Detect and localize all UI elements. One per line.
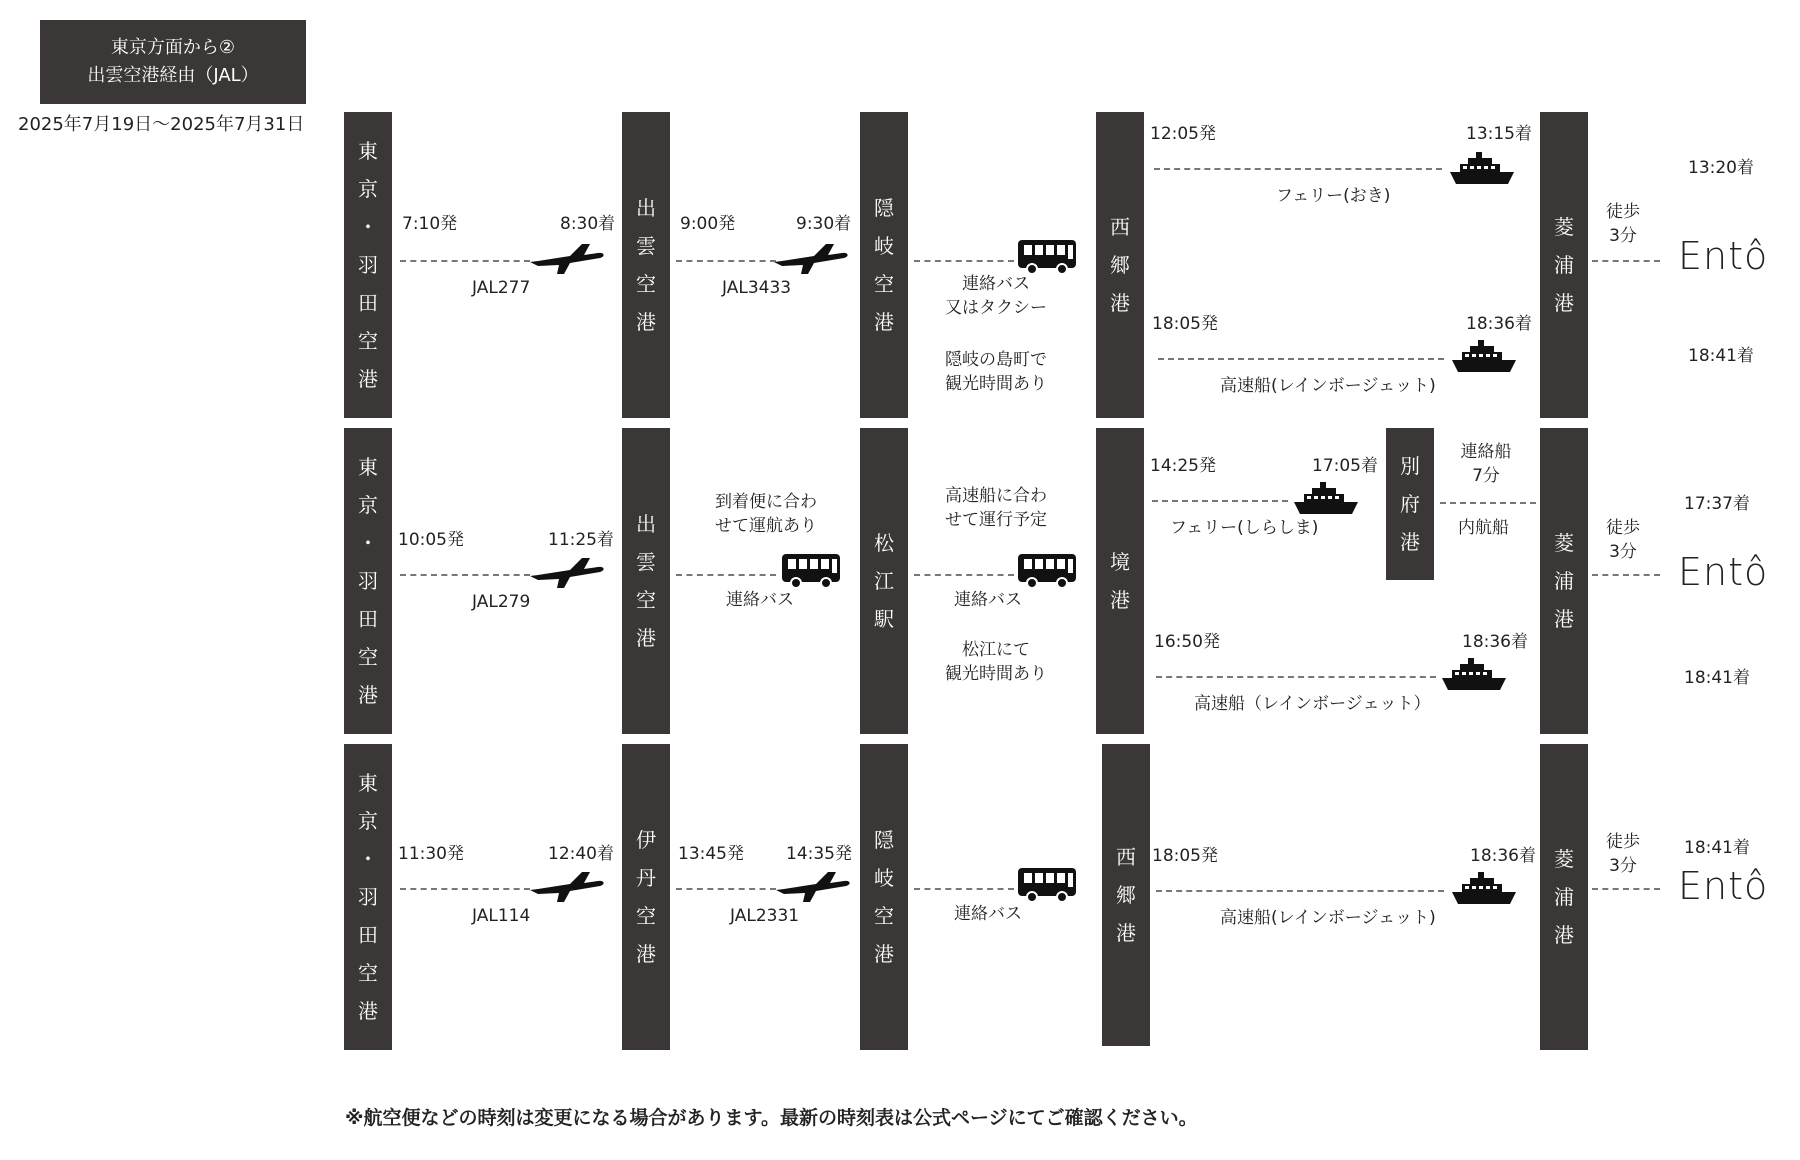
station-char: ・ [358, 847, 378, 871]
station-char: 港 [358, 999, 378, 1023]
station-char: 西 [1116, 845, 1136, 869]
title-box [40, 20, 306, 104]
station-char: 駅 [874, 607, 894, 631]
station-char: 港 [636, 310, 656, 334]
station-hishiura-row1 [1540, 112, 1588, 418]
station-char: 岐 [874, 234, 894, 258]
airplane-icon [530, 558, 606, 590]
station-char: 京 [358, 177, 378, 201]
bus-icon [1018, 554, 1078, 590]
row2-boatB-name: 高速船（レインボージェット） [1194, 694, 1431, 714]
row3-leg1-arr: 12:40着 [548, 844, 614, 864]
title-line-2: 出雲空港経由（JAL） [87, 65, 259, 86]
row2-transfer-name: 内航船 [1458, 518, 1509, 538]
row1-leg1-dep: 7:10発 [402, 214, 458, 234]
station-char: 羽 [358, 885, 378, 909]
station-char: 港 [874, 310, 894, 334]
airplane-icon [776, 872, 852, 904]
station-char: 東 [358, 771, 378, 795]
station-char: 菱 [1554, 215, 1574, 239]
row1-boatB-line [1158, 358, 1444, 360]
row2-bus-note [924, 484, 1068, 532]
row2-leg2-line [676, 574, 776, 576]
row2-transfer-boat [1448, 440, 1524, 488]
station-char: 空 [874, 904, 894, 928]
airplane-icon [774, 244, 850, 276]
station-char: 郷 [1116, 883, 1136, 907]
row2-leg1-line [400, 574, 530, 576]
station-char: 港 [1110, 291, 1130, 315]
station-char: 雲 [636, 234, 656, 258]
row1-bus-line [914, 260, 1014, 262]
row2-boatA-line [1152, 500, 1288, 502]
station-char: 東 [358, 455, 378, 479]
row1-bus-label [924, 272, 1068, 320]
row2-leg1-dep: 10:05発 [398, 530, 464, 550]
station-char: 空 [636, 272, 656, 296]
station-haneda-row3 [344, 744, 392, 1050]
row2-leg1-arr: 11:25着 [548, 530, 614, 550]
station-char: 京 [358, 493, 378, 517]
row1-walk-line [1592, 260, 1660, 262]
station-char: 港 [1400, 530, 1420, 554]
row2-bus-line [914, 574, 1014, 576]
station-char: 羽 [358, 253, 378, 277]
row1-boatA-arr: 13:15着 [1466, 124, 1532, 144]
station-haneda-row2 [344, 428, 392, 734]
station-char: 出 [636, 196, 656, 220]
row1-boatA-line [1154, 168, 1442, 170]
bus-note-line: 隠岐の島町で [945, 350, 1047, 370]
transfer-line: 7分 [1472, 466, 1500, 486]
row1-final-arrA: 13:20着 [1688, 158, 1754, 178]
row2-leg1-flight: JAL279 [472, 592, 531, 612]
leg-note-line: 到着便に合わ [715, 492, 817, 512]
walk-line: 3分 [1609, 542, 1637, 562]
airplane-icon [530, 872, 606, 904]
row1-leg2-flight: JAL3433 [722, 278, 792, 298]
period-text: 2025年7月19日〜2025年7月31日 [18, 114, 305, 135]
row2-leg2-note [694, 490, 838, 538]
row3-leg1-dep: 11:30発 [398, 844, 464, 864]
row3-leg2-line [676, 888, 776, 890]
station-char: 田 [358, 607, 378, 631]
station-char: 港 [1116, 921, 1136, 945]
station-char: 菱 [1554, 531, 1574, 555]
bus-label-line: 又はタクシー [945, 298, 1047, 318]
row2-walk [1596, 516, 1650, 564]
station-char: 郷 [1110, 253, 1130, 277]
row1-final-arrB: 18:41着 [1688, 346, 1754, 366]
station-char: 浦 [1554, 253, 1574, 277]
bus-icon [1018, 240, 1078, 276]
station-char: 隠 [874, 828, 894, 852]
row1-leg2-arr: 9:30着 [796, 214, 852, 234]
station-hishiura-row2 [1540, 428, 1588, 734]
row2-boatB-line [1156, 676, 1436, 678]
station-char: 府 [1400, 492, 1420, 516]
row2-boatB-arr: 18:36着 [1462, 632, 1528, 652]
station-char: 港 [636, 942, 656, 966]
row3-walk-line [1592, 888, 1660, 890]
row2-transfer-line [1440, 502, 1536, 504]
row1-walk [1596, 200, 1650, 248]
station-char: 出 [636, 512, 656, 536]
station-char: 港 [874, 942, 894, 966]
station-char: 空 [358, 645, 378, 669]
airplane-icon [530, 244, 606, 276]
row3-leg2-flight: JAL2331 [730, 906, 800, 926]
station-char: 西 [1110, 215, 1130, 239]
station-char: 浦 [1554, 569, 1574, 593]
station-char: 港 [1554, 607, 1574, 631]
station-char: 港 [1554, 291, 1574, 315]
station-saigo-row3 [1102, 744, 1150, 1046]
bus-note-line: 高速船に合わ [945, 486, 1047, 506]
station-char: 東 [358, 139, 378, 163]
row1-boatA-dep: 12:05発 [1150, 124, 1216, 144]
station-sakaiminato-row2 [1096, 428, 1144, 734]
row1-leg1-flight: JAL277 [472, 278, 531, 298]
row1-leg1-line [400, 260, 530, 262]
row2-walk-line [1592, 574, 1660, 576]
ferry-icon [1294, 482, 1360, 514]
ento-logo: Entô [1678, 864, 1769, 908]
row3-leg1-line [400, 888, 530, 890]
row3-leg2-dep: 13:45発 [678, 844, 744, 864]
row1-leg1-arr: 8:30着 [560, 214, 616, 234]
station-char: 田 [358, 291, 378, 315]
row1-boatB-arr: 18:36着 [1466, 314, 1532, 334]
transfer-line: 連絡船 [1460, 442, 1512, 462]
row3-boatB-dep: 18:05発 [1152, 846, 1218, 866]
walk-line: 3分 [1609, 226, 1637, 246]
ento-logo: Entô [1678, 550, 1769, 594]
station-char: 港 [1110, 588, 1130, 612]
row2-final-arrB: 18:41着 [1684, 668, 1750, 688]
row1-leg2-line [676, 260, 776, 262]
row2-final-arrA: 17:37着 [1684, 494, 1750, 514]
bus-note-line: せて運行予定 [945, 510, 1047, 530]
station-haneda-row1 [344, 112, 392, 418]
station-char: 伊 [636, 828, 656, 852]
row3-boatB-arr: 18:36着 [1470, 846, 1536, 866]
row3-walk [1596, 830, 1650, 878]
station-char: 羽 [358, 569, 378, 593]
row1-boatB-dep: 18:05発 [1152, 314, 1218, 334]
station-char: 空 [636, 588, 656, 612]
station-char: 港 [358, 683, 378, 707]
row3-boatB-line [1156, 890, 1444, 892]
row2-boatA-dep: 14:25発 [1150, 456, 1216, 476]
station-oki-row1 [860, 112, 908, 418]
walk-line: 徒歩 [1606, 202, 1640, 222]
station-char: 隠 [874, 196, 894, 220]
walk-line: 3分 [1609, 856, 1637, 876]
station-izumo-row1 [622, 112, 670, 418]
leg-note-line: せて運航あり [715, 516, 817, 536]
row2-boatA-name: フェリー(しらしま) [1170, 518, 1319, 538]
station-saigo-row1 [1096, 112, 1144, 418]
station-oki-row3 [860, 744, 908, 1050]
title-line-1: 東京方面から② [110, 37, 236, 58]
row3-final-arrA: 18:41着 [1684, 838, 1750, 858]
bus-icon [782, 554, 842, 590]
station-char: 岐 [874, 866, 894, 890]
bus-icon [1018, 868, 1078, 904]
bus-note-line: 観光時間あり [945, 374, 1047, 394]
station-char: 丹 [636, 866, 656, 890]
station-char: 別 [1400, 454, 1420, 478]
walk-line: 徒歩 [1606, 518, 1640, 538]
station-char: 雲 [636, 550, 656, 574]
footnote: ※航空便などの時刻は変更になる場合があります。最新の時刻表は公式ページにてご確認ください。 [345, 1107, 1198, 1129]
ferry-icon [1452, 340, 1518, 372]
row2-bus-label: 連絡バス [954, 590, 1022, 610]
walk-line: 徒歩 [1606, 832, 1640, 852]
station-char: ・ [358, 531, 378, 555]
station-char: 港 [1554, 923, 1574, 947]
station-izumo-row2 [622, 428, 670, 734]
station-char: 港 [358, 367, 378, 391]
bus-label-line: 連絡バス [962, 274, 1030, 294]
row2-boatA-arr: 17:05着 [1312, 456, 1378, 476]
ferry-icon [1452, 872, 1518, 904]
station-hishiura-row3 [1540, 744, 1588, 1050]
station-char: 京 [358, 809, 378, 833]
station-char: 松 [874, 531, 894, 555]
station-char: 境 [1110, 550, 1130, 574]
station-matsue-row2 [860, 428, 908, 734]
station-char: 江 [874, 569, 894, 593]
station-char: 港 [636, 626, 656, 650]
row1-leg2-dep: 9:00発 [680, 214, 736, 234]
station-char: ・ [358, 215, 378, 239]
station-char: 田 [358, 923, 378, 947]
ento-logo: Entô [1678, 234, 1769, 278]
row1-boatA-name: フェリー(おき) [1276, 186, 1391, 206]
row2-leg2-label: 連絡バス [726, 590, 794, 610]
row3-leg1-flight: JAL114 [472, 906, 531, 926]
station-itami-row3 [622, 744, 670, 1050]
row1-bus-note [924, 348, 1068, 396]
row1-boatB-name: 高速船(レインボージェット) [1220, 376, 1436, 396]
row3-boatB-name: 高速船(レインボージェット) [1220, 908, 1436, 928]
ferry-icon [1450, 152, 1516, 184]
bus-note-line: 観光時間あり [945, 664, 1047, 684]
station-char: 浦 [1554, 885, 1574, 909]
row3-bus-line [914, 888, 1014, 890]
station-char: 空 [874, 272, 894, 296]
row2-boatB-dep: 16:50発 [1154, 632, 1220, 652]
row2-bus-sightseeing [924, 638, 1068, 686]
station-char: 空 [358, 961, 378, 985]
station-beppu-row2 [1386, 428, 1434, 580]
bus-note-line: 松江にて [962, 640, 1030, 660]
row3-bus-label: 連絡バス [954, 904, 1022, 924]
station-char: 空 [358, 329, 378, 353]
ferry-icon [1442, 658, 1508, 690]
station-char: 空 [636, 904, 656, 928]
station-char: 菱 [1554, 847, 1574, 871]
row3-leg2-arr: 14:35発 [786, 844, 852, 864]
